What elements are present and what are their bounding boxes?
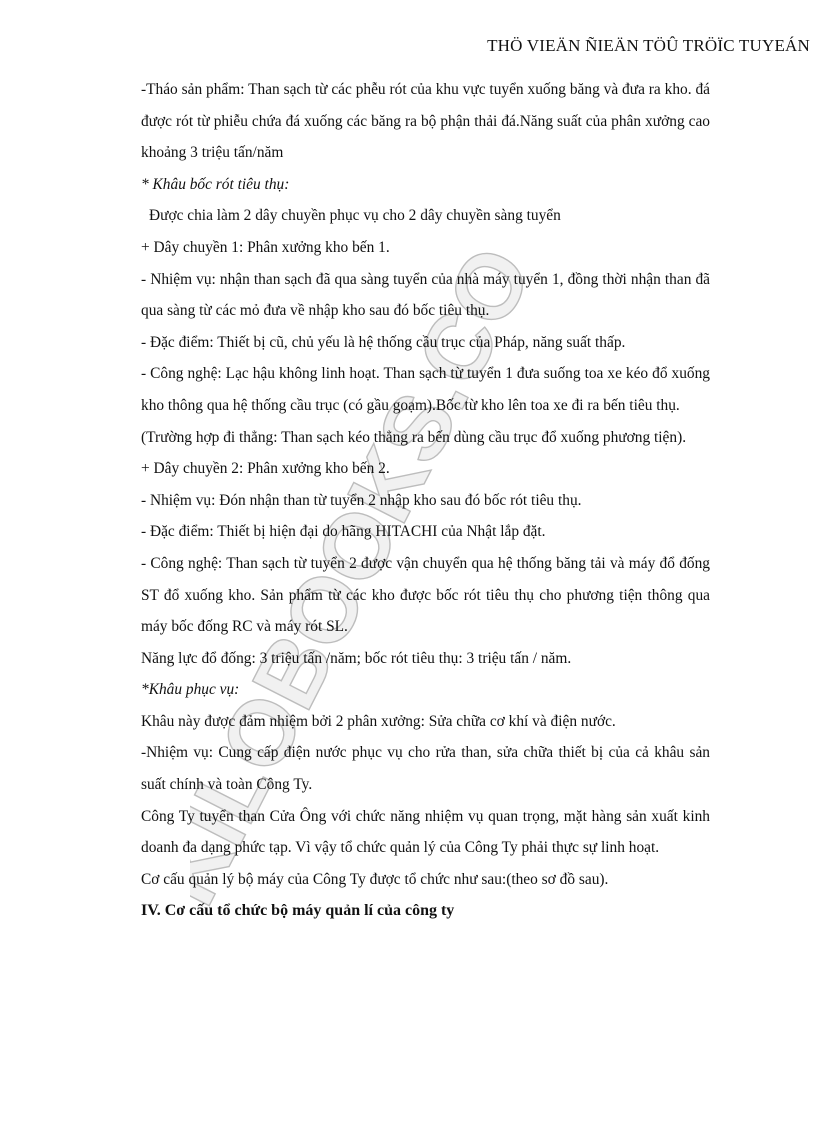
paragraph-chia-2-day-chuyen: Được chia làm 2 dây chuyền phục vụ cho 2 dây chuyền sàng tuyển: [149, 207, 561, 225]
paragraph-dac-diem-2: - Đặc điểm: Thiết bị hiện đại do hãng HITACHI của Nhật lắp đặt.: [141, 523, 546, 541]
paragraph-cong-nghe-2: - Công nghệ: Than sạch từ tuyển 2 được vận chuyển qua hệ thống băng tải và máy đổ đống ST đổ xuống kho. Sản phẩm từ các kho được bốc rót tiêu thụ cho phương tiện thông qua máy bốc đống RC và máy rót SL.: [141, 554, 710, 636]
watermark-text: KILOBOOKS.CO: [190, 231, 550, 921]
paragraph-day-chuyen-1: + Dây chuyền 1: Phân xưởng kho bến 1.: [141, 238, 390, 256]
page-header: THÖ VIEÄN ÑIEÄN TÖÛ TRÖÏC TUYEÁN: [487, 36, 810, 55]
section-heading-iv: IV. Cơ cấu tổ chức bộ máy quản lí của công ty: [141, 902, 455, 920]
paragraph-day-chuyen-2: + Dây chuyền 2: Phân xưởng kho bến 2.: [141, 460, 390, 478]
paragraph-thao-san-pham: -Tháo sản phẩm: Than sạch từ các phễu rót của khu vực tuyển xuống băng và đưa ra kho. đá được rót từ phiễu chứa đá xuống các băng ra bộ phận thải đá.Năng suất của phân xưởng cao khoảng 3 triệu tấn/năm: [141, 81, 710, 162]
document-body: [141, 74, 710, 927]
paragraph-nhiem-vu-phuc-vu: -Nhiệm vụ: Cung cấp điện nước phục vụ cho rửa than, sửa chữa thiết bị của cả khâu sản suất chính và toàn Công Ty.: [141, 744, 710, 794]
paragraph-co-cau: Cơ cấu quản lý bộ máy của Công Ty được tổ chức như sau:(theo sơ đồ sau).: [141, 870, 609, 888]
paragraph-khau-nay: Khâu này được đảm nhiệm bởi 2 phân xưởng: Sửa chữa cơ khí và điện nước.: [141, 712, 616, 730]
paragraph-dac-diem-1: - Đặc điểm: Thiết bị cũ, chủ yếu là hệ thống cầu trục của Pháp, năng suất thấp.: [141, 333, 626, 351]
paragraph-nhiem-vu-1: - Nhiệm vụ: nhận than sạch đã qua sàng tuyển của nhà máy tuyển 1, đồng thời nhận than đã qua sàng từ các mỏ đưa về nhập kho sau đó bốc tiêu thụ.: [141, 270, 710, 320]
paragraph-nang-luc: Năng lực đổ đống: 3 triệu tấn /năm; bốc rót tiêu thụ: 3 triệu tấn / năm.: [141, 649, 572, 667]
paragraph-nhiem-vu-2: - Nhiệm vụ: Đón nhận than từ tuyển 2 nhập kho sau đó bốc rót tiêu thụ.: [141, 491, 582, 509]
paragraph-cong-nghe-1: - Công nghệ: Lạc hậu không linh hoạt. Than sạch từ tuyển 1 đưa suống toa xe kéo đổ xuống kho thông qua hệ thống cầu trục (có gầu goạm).Bốc từ kho lên toa xe đi ra bến tiêu thụ.: [141, 365, 710, 414]
heading-khau-phuc-vu: *Khâu phục vụ:: [141, 681, 240, 699]
heading-khau-boc-rot: * Khâu bốc rót tiêu thụ:: [141, 175, 290, 193]
paragraph-cong-ty: Công Ty tuyển than Cửa Ông với chức năng nhiệm vụ quan trọng, mặt hàng sản xuất kinh doanh đa dạng phức tạp. Vì vậy tổ chức quản lý của Công Ty phải thực sự linh hoạt.: [141, 807, 710, 857]
paragraph-di-thang: (Trường hợp đi thẳng: Than sạch kéo thẳng ra bến dùng cầu trục đổ xuống phương tiện).: [141, 428, 687, 446]
